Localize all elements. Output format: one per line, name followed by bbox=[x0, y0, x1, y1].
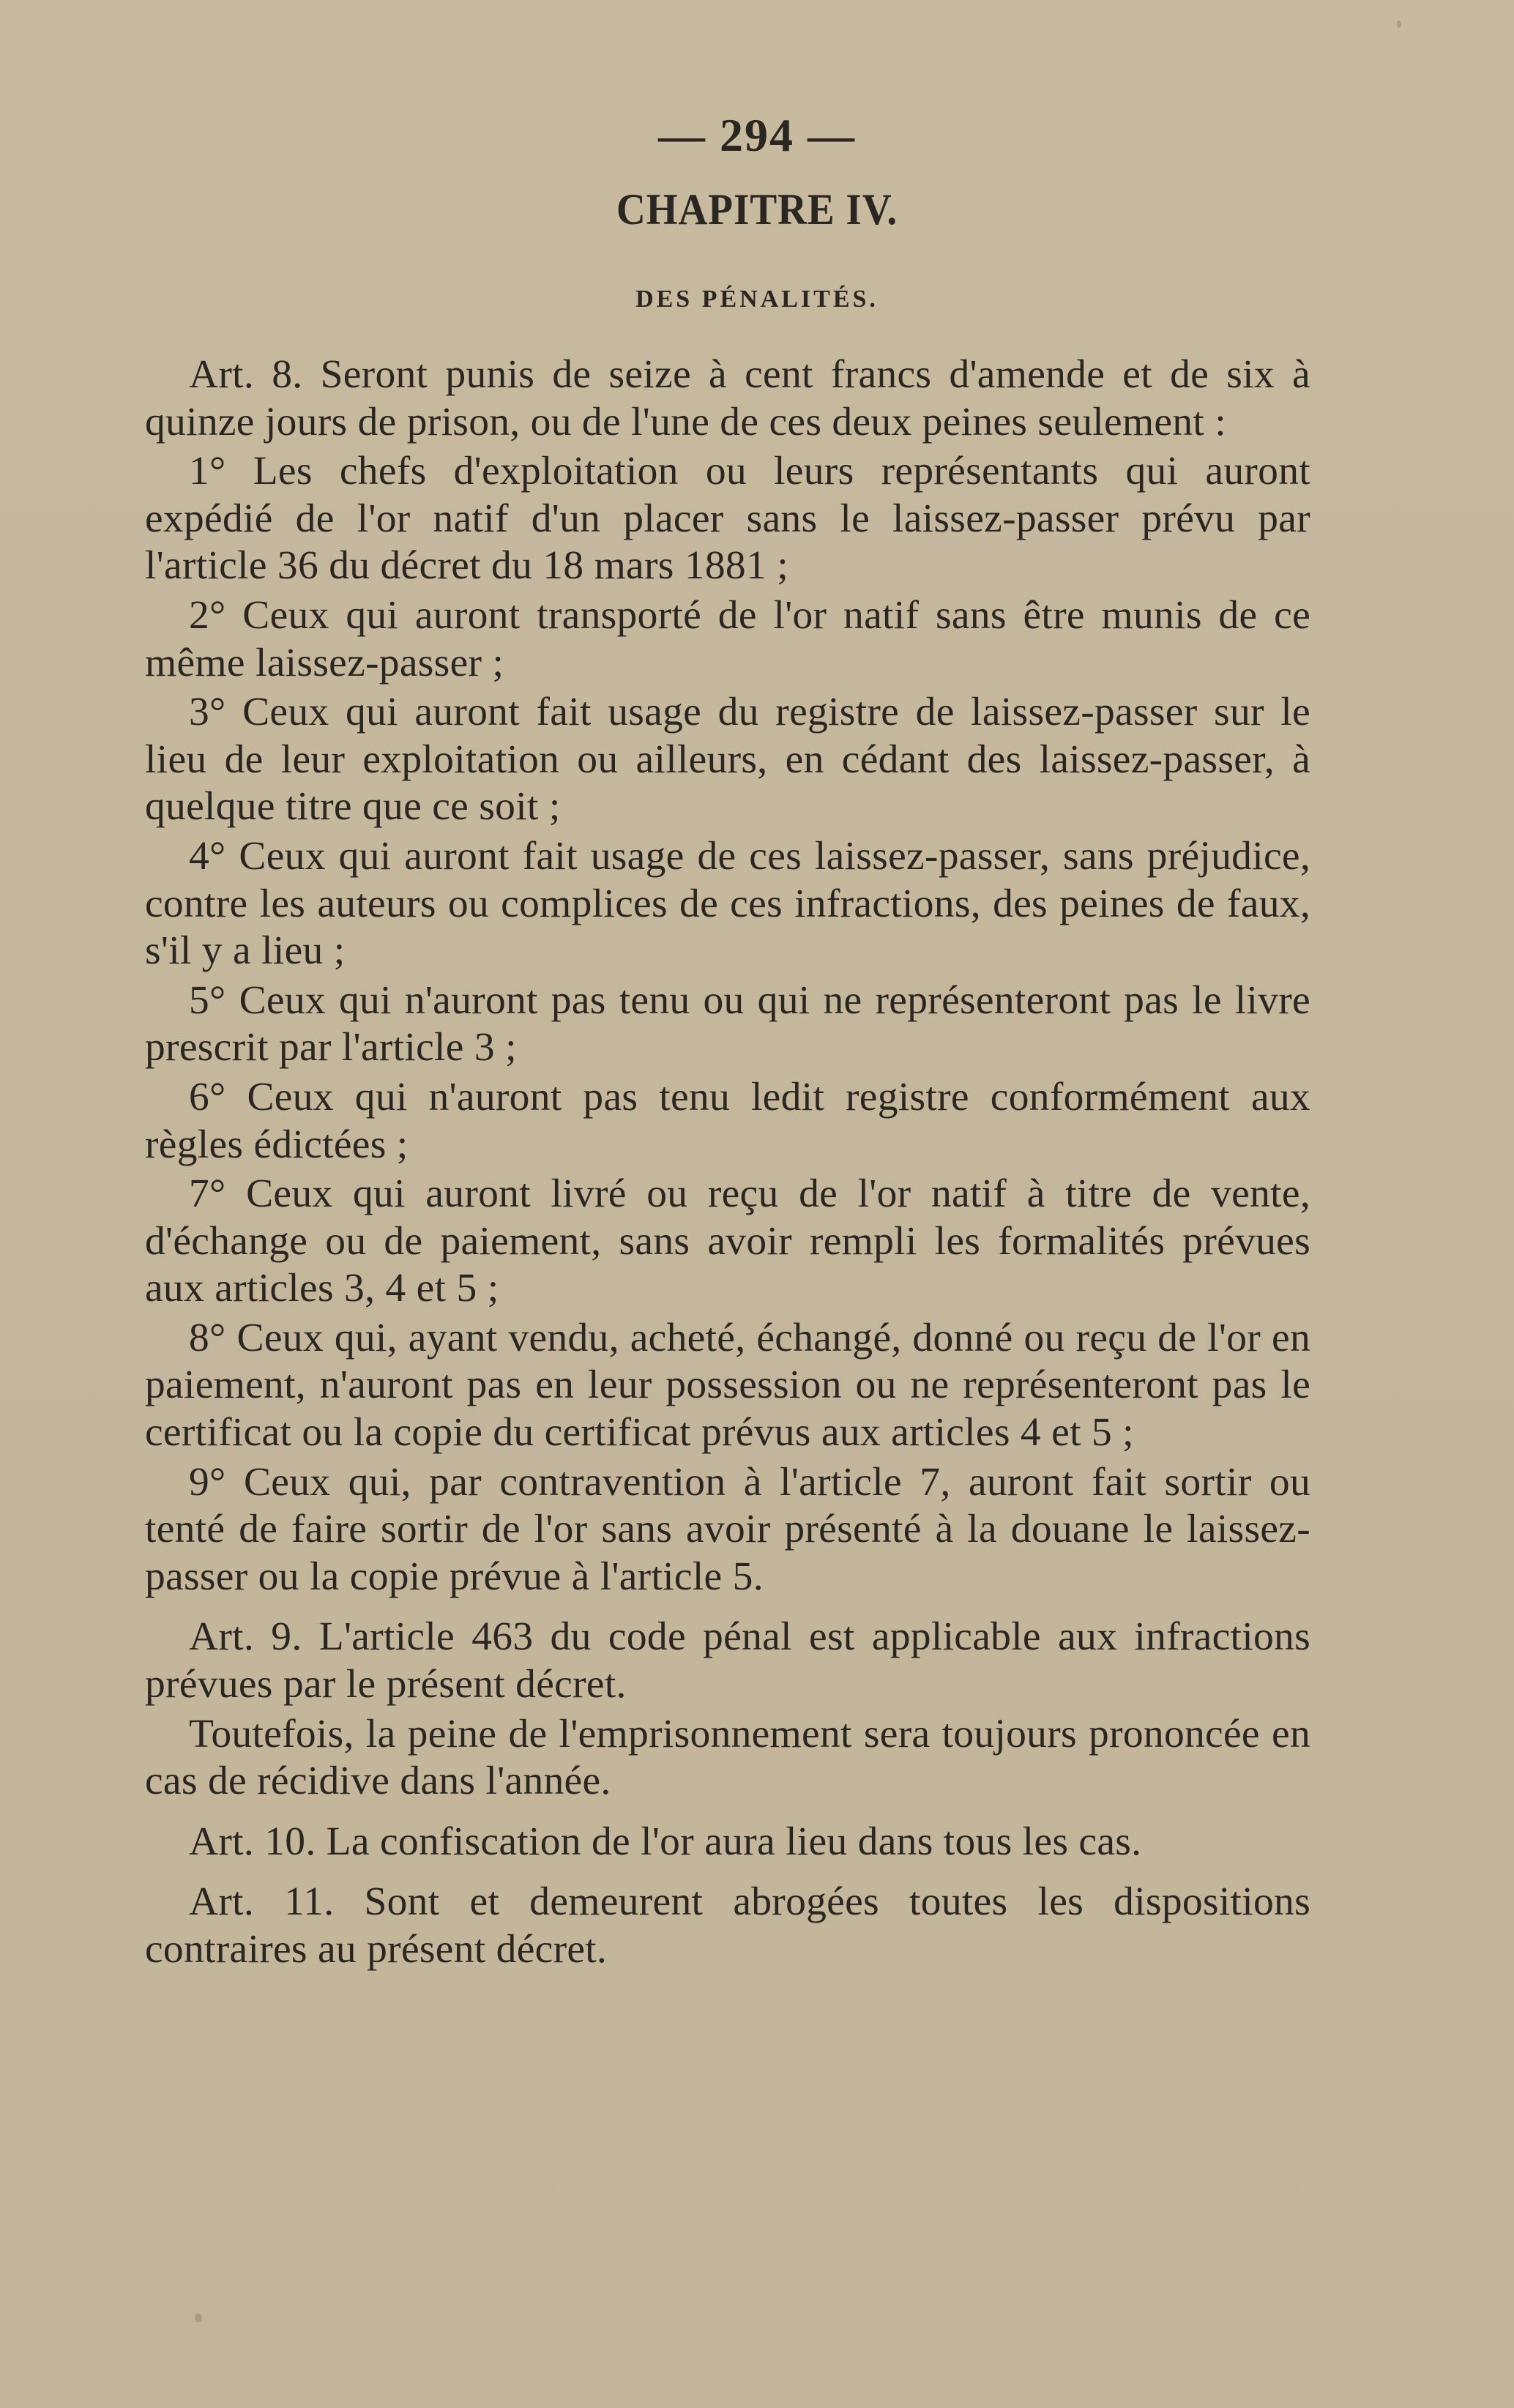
article-8-item-7: 7° Ceux qui auront livré ou reçu de l'or natif à titre de vente, d'échange ou de paiement, sans avoir rempli les formalités prévues aux articles 3, 4 et 5 ; bbox=[145, 1171, 1310, 1311]
document-body bbox=[145, 351, 1310, 1976]
article-8-item-8: 8° Ceux qui, ayant vendu, acheté, échangé, donné ou reçu de l'or en paiement, n'auront pas en leur possession ou ne représenteront pas le certificat ou la copie du certificat prévus aux articles 4 et 5 ; bbox=[145, 1315, 1310, 1455]
article-8-item-1: 1° Les chefs d'exploitation ou leurs représentants qui auront expédié de l'or natif d'un placer sans le laissez-passer prévu par l'article 36 du décret du 18 mars 1881 ; bbox=[145, 449, 1310, 589]
section-title: DES PÉNALITÉS. bbox=[635, 286, 879, 313]
article-8-item-3: 3° Ceux qui auront fait usage du registre de laissez-passer sur le lieu de leur exploitation ou ailleurs, en cédant des laissez-passer, à quelque titre que ce soit ; bbox=[145, 690, 1310, 830]
chapter-title: CHAPITRE IV. bbox=[616, 185, 898, 234]
article-9-continuation: Toutefois, la peine de l'emprisonnement sera toujours prononcée en cas de récidive dans l'année. bbox=[145, 1711, 1310, 1804]
article-8-item-5: 5° Ceux qui n'auront pas tenu ou qui ne représenteront pas le livre prescrit par l'article 3 ; bbox=[145, 977, 1310, 1070]
article-8-item-9: 9° Ceux qui, par contravention à l'article 7, auront fait sortir ou tenté de faire sortir de l'or sans avoir présenté à la douane le laissez-passer ou la copie prévue à l'article 5. bbox=[145, 1459, 1310, 1599]
article-9: Art. 9. L'article 463 du code pénal est applicable aux infractions prévues par le présent décret. bbox=[145, 1614, 1310, 1707]
page-number: — 294 — bbox=[658, 109, 856, 161]
article-8-intro: Art. 8. Seront punis de seize à cent francs d'amende et de six à quinze jours de prison, ou de l'une de ces deux peines seulement : bbox=[145, 352, 1310, 444]
paper-speck bbox=[195, 2314, 202, 2322]
article-8-item-2: 2° Ceux qui auront transporté de l'or natif sans être munis de ce même laissez-passer ; bbox=[145, 592, 1310, 685]
article-8-item-4: 4° Ceux qui auront fait usage de ces laissez-passer, sans préjudice, contre les auteurs ou complices de ces infractions, des peines de faux, s'il y a lieu ; bbox=[145, 833, 1310, 974]
article-11: Art. 11. Sont et demeurent abrogées toutes les dispositions contraires au présent décret. bbox=[145, 1879, 1310, 1972]
paper-speck bbox=[1397, 20, 1401, 28]
article-8-item-6: 6° Ceux qui n'auront pas tenu ledit registre conformément aux règles édictées ; bbox=[145, 1074, 1310, 1167]
article-10: Art. 10. La confiscation de l'or aura lieu dans tous les cas. bbox=[189, 1819, 1142, 1864]
